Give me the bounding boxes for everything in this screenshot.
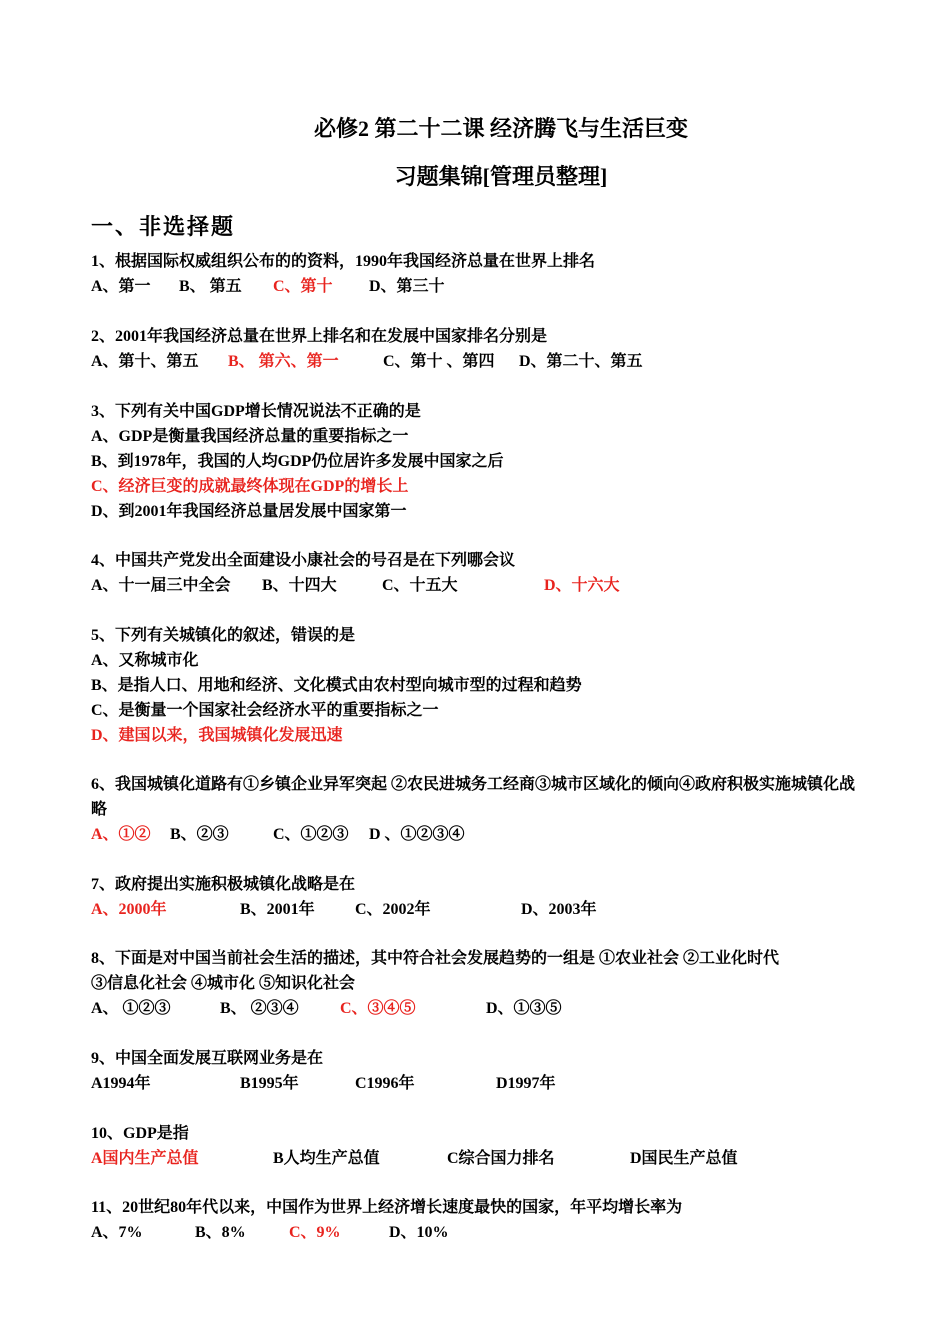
question-stem: 11、20世纪80年代以来，中国作为世界上经济增长速度最快的国家，年平均增长率为 (91, 1199, 683, 1216)
options-row (91, 1071, 866, 1096)
question-stem: 10、GDP是指 (91, 1125, 189, 1142)
option-d: D、10% (389, 1224, 449, 1241)
question-4 (91, 548, 866, 598)
option-c-answer: C、9% (289, 1224, 341, 1241)
option-d-answer: D、十六大 (544, 577, 620, 594)
option-b: B、2001年 (240, 901, 315, 918)
question-stem: 2、2001年我国经济总量在世界上排名和在发展中国家排名分别是 (91, 328, 548, 345)
option-c: C1996年 (355, 1075, 415, 1092)
option-c-answer: C、经济巨变的成就最终体现在GDP的增长上 (91, 478, 409, 495)
question-3 (91, 399, 866, 524)
option-b: B、 ②③④ (220, 1000, 299, 1017)
option-c: C、2002年 (355, 901, 431, 918)
options-row (91, 822, 866, 847)
option-b-answer: B、 第六、第一 (228, 353, 339, 370)
option-b: B人均生产总值 (273, 1150, 380, 1167)
options-row (91, 1146, 866, 1171)
question-stem: 3、下列有关中国GDP增长情况说法不正确的是 (91, 403, 421, 420)
option-b: B、②③ (170, 826, 229, 843)
option-a: A、 ①②③ (91, 1000, 171, 1017)
option-d: D、到2001年我国经济总量居发展中国家第一 (91, 503, 407, 520)
option-b: B、到1978年，我国的人均GDP仍位居许多发展中国家之后 (91, 453, 504, 470)
option-a: A、7% (91, 1224, 143, 1241)
option-a: A、第十、第五 (91, 353, 199, 370)
options-row (91, 349, 866, 374)
option-c: C、①②③ (273, 826, 349, 843)
question-1 (91, 249, 866, 299)
option-b: B、十四大 (262, 577, 337, 594)
option-d: D、2003年 (521, 901, 597, 918)
option-c: C、是衡量一个国家社会经济水平的重要指标之一 (91, 702, 439, 719)
option-a-answer: A国内生产总值 (91, 1150, 199, 1167)
option-d-answer: D、建国以来，我国城镇化发展迅速 (91, 727, 343, 744)
question-7 (91, 872, 866, 922)
question-stem: 6、我国城镇化道路有①乡镇企业异军突起 ②农民进城务工经商③城市区域化的倾向④政府积极实施城镇化战略 (91, 776, 856, 818)
option-c: C、第十 、第四 (383, 353, 495, 370)
question-stem: 5、下列有关城镇化的叙述，错误的是 (91, 627, 356, 644)
option-a-answer: A、①② (91, 826, 151, 843)
document-title: 必修2 第二十二课 经济腾飞与生活巨变 (313, 116, 688, 141)
option-a: A、十一届三中全会 (91, 577, 231, 594)
question-6 (91, 772, 866, 847)
document-subtitle: 习题集锦[管理员整理] (394, 164, 608, 189)
option-b: B、8% (195, 1224, 246, 1241)
question-9 (91, 1046, 866, 1096)
option-d: D、①③⑤ (486, 1000, 562, 1017)
options-row (91, 897, 866, 922)
question-11 (91, 1195, 866, 1245)
options-row (91, 1220, 866, 1245)
option-a: A、又称城市化 (91, 652, 199, 669)
option-d: D 、①②③④ (369, 826, 465, 843)
option-c-answer: C、第十 (273, 278, 333, 295)
option-a: A1994年 (91, 1075, 151, 1092)
question-stem: 7、政府提出实施积极城镇化战略是在 (91, 876, 356, 893)
question-stem: 4、中国共产党发出全面建设小康社会的号召是在下列哪会议 (91, 552, 516, 569)
question-10 (91, 1121, 866, 1171)
options-row (91, 274, 866, 299)
options-row (91, 996, 866, 1021)
question-stem: 8、下面是对中国当前社会生活的描述，其中符合社会发展趋势的一组是 ①农业社会 ②工业化时代 (91, 950, 780, 967)
option-c: C、十五大 (382, 577, 458, 594)
option-a-answer: A、2000年 (91, 901, 167, 918)
question-8 (91, 946, 866, 1021)
option-b: B、 第五 (179, 278, 242, 295)
option-a: A、第一 (91, 278, 151, 295)
question-5 (91, 623, 866, 748)
options-row (91, 573, 866, 598)
question-stem-continued: ③信息化社会 ④城市化 ⑤知识化社会 (91, 975, 356, 992)
option-d: D1997年 (496, 1075, 556, 1092)
question-2 (91, 324, 866, 374)
option-d: D、第二十、第五 (519, 353, 643, 370)
option-b: B、是指人口、用地和经济、文化模式由农村型向城市型的过程和趋势 (91, 677, 582, 694)
question-stem: 9、中国全面发展互联网业务是在 (91, 1050, 324, 1067)
section-heading: 一、非选择题 (91, 214, 236, 239)
option-c-answer: C、③④⑤ (340, 1000, 416, 1017)
question-stem: 1、根据国际权威组织公布的的资料，1990年我国经济总量在世界上排名 (91, 253, 596, 270)
option-d: D、第三十 (369, 278, 445, 295)
option-b: B1995年 (240, 1075, 299, 1092)
option-c: C综合国力排名 (447, 1150, 555, 1167)
option-a: A、GDP是衡量我国经济总量的重要指标之一 (91, 428, 409, 445)
option-d: D国民生产总值 (630, 1150, 738, 1167)
